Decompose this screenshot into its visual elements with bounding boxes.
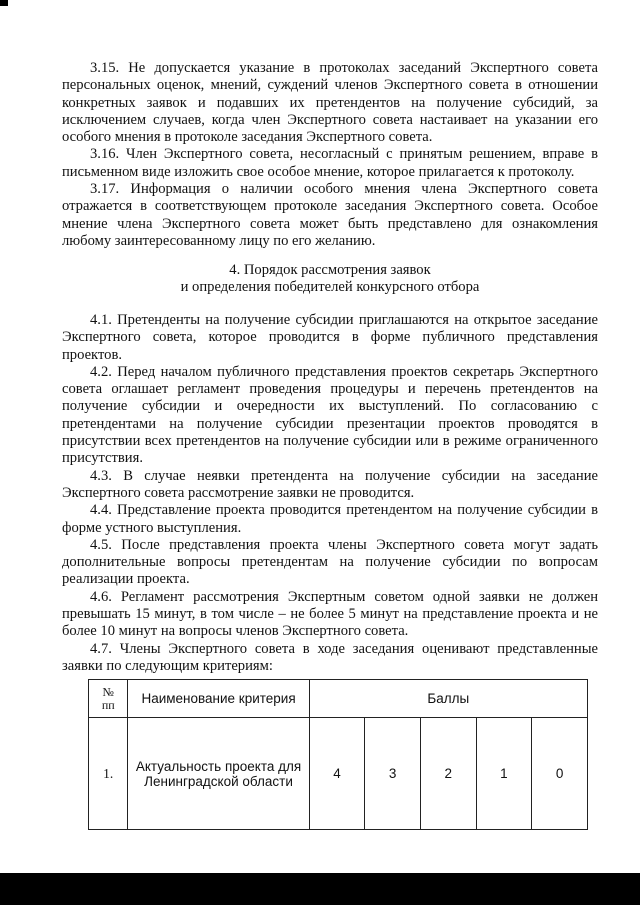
section-3-text — [62, 60, 598, 250]
section-4-text — [62, 312, 598, 675]
score-cell: 2 — [420, 718, 476, 830]
score-cell: 0 — [532, 718, 588, 830]
score-cell: 1 — [476, 718, 532, 830]
heading-line-2: и определения победителей конкурсного отбора — [180, 279, 480, 296]
header-number-symbol: № — [102, 684, 114, 699]
header-number-cell — [89, 680, 128, 718]
scan-artifact — [0, 0, 8, 6]
paragraph-4-6: 4.6. Регламент рассмотрения Экспертным советом одной заявки не должен превышать 15 минут, в том числе – не более 5 минут на представление проекта и не более 10 минут на вопросы членов Экспертного совета. — [62, 588, 598, 640]
paragraph-4-5: 4.5. После представления проекта члены Экспертного совета могут задать дополнительные вопросы претендентам на получение субсидии по вопросам реализации проекта. — [62, 536, 598, 588]
header-scores: Баллы — [309, 680, 587, 718]
paragraph-4-1: 4.1. Претенденты на получение субсидии приглашаются на открытое заседание Экспертного совета, которое проводится в форме публичного представления проектов. — [62, 312, 598, 363]
paragraph-4-7: 4.7. Члены Экспертного совета в ходе заседания оценивают представленные заявки по следующим критериям: — [62, 640, 598, 674]
criterion-name: Актуальность проекта для Ленинградской области — [128, 718, 309, 830]
row-number: 1. — [89, 718, 128, 830]
paragraph-4-3: 4.3. В случае неявки претендента на получение субсидии на заседание Экспертного совета рассмотрение заявки не проводится. — [62, 467, 598, 501]
heading-line-1: 4. Порядок рассмотрения заявок — [229, 262, 431, 278]
paragraph-3-15: 3.15. Не допускается указание в протоколах заседаний Экспертного совета персональных оценок, мнений, суждений членов Экспертного совета в отношении конкретных заявок и подавших их претендентов на получение субсидий, за исключением случаев, когда член Экспертного совета настаивает на указании его особого мнения в протоколе заседания Экспертного совета. — [62, 60, 598, 146]
score-cell: 4 — [309, 718, 365, 830]
section-4-heading — [62, 262, 598, 297]
header-number-abbrev: пп — [101, 697, 115, 712]
criteria-table — [88, 679, 588, 830]
header-criterion-name: Наименование критерия — [128, 680, 309, 718]
paragraph-4-4: 4.4. Представление проекта проводится претендентом на получение субсидии в форме устного выступления. — [62, 502, 598, 536]
table-row — [89, 718, 588, 830]
score-cell: 3 — [365, 718, 421, 830]
table-header-row — [89, 680, 588, 718]
paragraph-3-16: 3.16. Член Экспертного совета, несогласный с принятым решением, вправе в письменном виде изложить свое особое мнение, которое прилагается к протоколу. — [62, 146, 598, 180]
paragraph-4-2: 4.2. Перед началом публичного представления проектов секретарь Экспертного совета оглашает регламент проведения процедуры и перечень претендентов на получение субсидии и очередности их выступлений. По согласованию с претендентами на получение субсидии презентации проектов проводятся в присутствии всех претендентов на получение субсидии или в режиме ограниченного присутствия. — [62, 363, 598, 467]
paragraph-3-17: 3.17. Информация о наличии особого мнения члена Экспертного совета отражается в соответствующем протоколе заседания Экспертного совета. Особое мнение члена Экспертного совета может быть представлено для ознакомления любому заинтересованному лицу по его желанию. — [62, 181, 598, 249]
scan-bottom-border — [0, 873, 640, 905]
